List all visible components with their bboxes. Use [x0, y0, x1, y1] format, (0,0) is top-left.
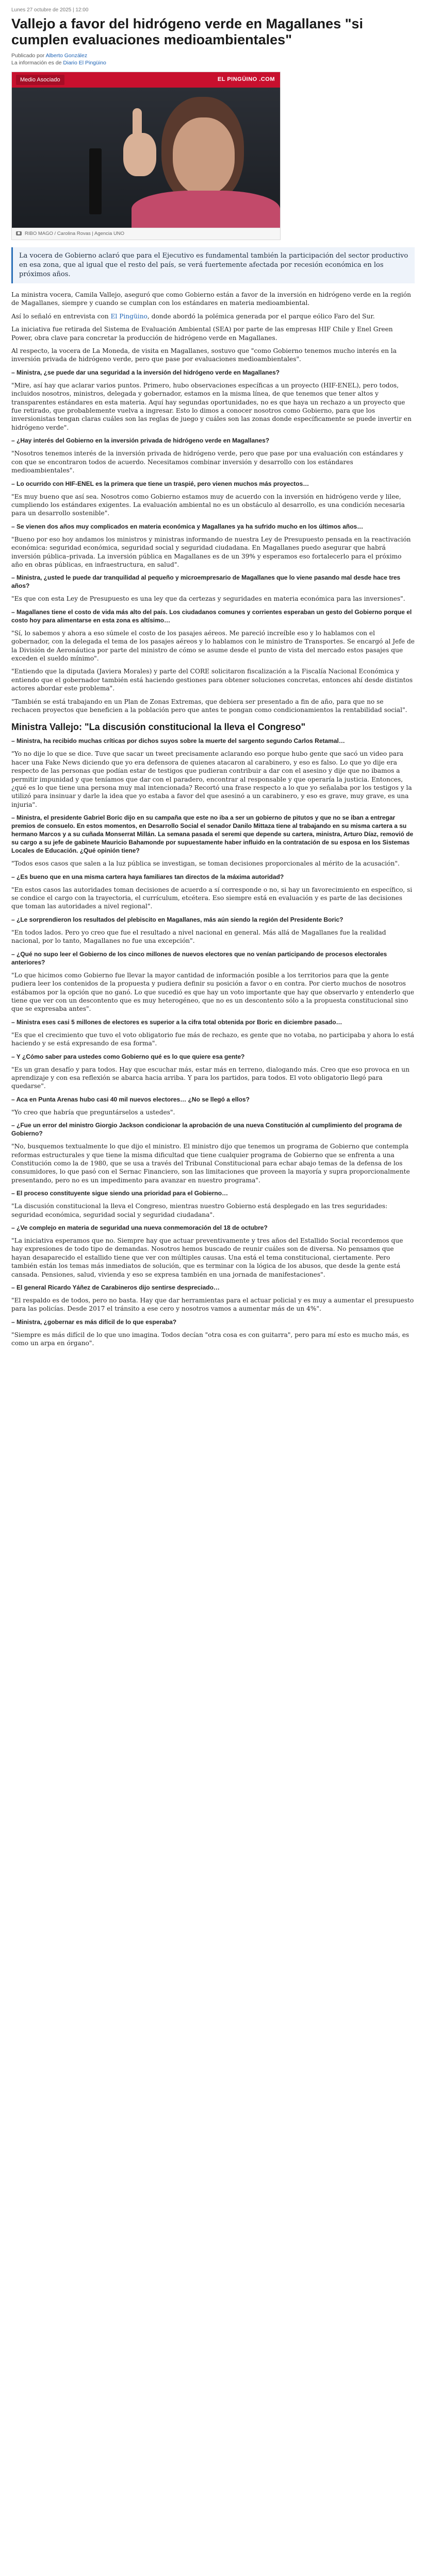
hand-shape [123, 133, 156, 176]
author-prefix: Publicado por [11, 53, 45, 59]
interview-question: – ¿Ve complejo en materia de seguridad una nueva conmemoración del 18 de octubre? [11, 1224, 268, 1231]
author-link[interactable]: Alberto González [45, 53, 88, 59]
torso-shape [132, 191, 280, 228]
interview-question: – Ministra, el presidente Gabriel Boric dijo en su campaña que este no iba a ser un gobierno de pitutos y que no se iban a entregar premios de consuelo. En estos momentos, en Desarrollo Social el senador Danilo Mittaza tiene al trabajando en su misma cartera a su hermano Marcos y a su cuñada Monserrat Millán. La semana pasada el seremi que depende su cartera, ministra, Arturo Díaz, removió de su cargo a su jefe de gabinete Mauricio Bahamonde por supuestamente haber influido en la contratación de su esposa en los Sistemas Locales de Educación. ¿Qué opinión tiene? [11, 814, 414, 855]
source-line [11, 59, 415, 66]
interview-question: – ¿Le sorprendieron los resultados del plebiscito en Magallanes, más aún siendo la región del Presidente Boric? [11, 916, 343, 923]
source-prefix: La información es de [11, 60, 62, 66]
article-date: Lunes 27 octubre de 2025 | 12:00 [11, 7, 89, 13]
microphone-shape [89, 148, 102, 214]
body-paragraph: "Todos esos casos que salen a la luz pública se investigan, se toman decisiones proporcionales al mérito de la acusación". [11, 860, 400, 868]
interview-question: – El proceso constituyente sigue siendo una prioridad para el Gobierno… [11, 1190, 228, 1197]
source-link[interactable]: Diario El Pingüino [63, 60, 106, 66]
associated-media-button[interactable]: Medio Asociado [16, 75, 64, 85]
body-paragraph: La ministra vocera, Camila Vallejo, aseguró que como Gobierno están a favor de la inversión en hidrógeno verde en la región de Magallanes, siempre y cuando se cumplan con los estándares en materia medioambiental. [11, 291, 411, 307]
interview-question: – Lo ocurrido con HIF-ENEL es la primera que tiene un traspié, pero vienen muchos más proyectos… [11, 480, 309, 487]
article-title: Vallejo a favor del hidrógeno verde en Magallanes "si cumplen evaluaciones medioambientales" [11, 16, 364, 47]
interview-question: – Y ¿Cómo saber para ustedes como Gobierno qué es lo que quiere esa gente? [11, 1053, 245, 1060]
body-paragraph: "Es un gran desafío y para todos. Hay que escuchar más, estar más en terreno, dialogando más. Creo que eso provoca en un aprendizaje y con esa reflexión se abarca hacia arriba. Y para los partidos, para todos. El voto obligatorio llegó para quedarse". [11, 1065, 410, 1090]
camera-icon [16, 231, 22, 235]
interview-question: – ¿Qué no supo leer el Gobierno de los cinco millones de nuevos electores que no venían participando de procesos electorales anteriores? [11, 950, 387, 966]
body-paragraph: La iniciativa fue retirada del Sistema de Evaluación Ambiental (SEA) por parte de las empresas HIF Chile y Enel Green Power, obra clave para concretar la producción de hidrógeno verde en Magallanes. [11, 326, 393, 342]
caption-text: RIBO MAGO / Carolina Rovas | Agencia UNO [25, 231, 125, 236]
body-paragraph: "El respaldo es de todos, pero no basta. Hay que dar herramientas para el actuar policial y es muy a aumentar el presupuesto para las policías. Desde 2017 el tránsito a ese cero y nosotros vamos a aumentar más de un 4%". [11, 1297, 414, 1313]
body-paragraph: "Entiendo que la diputada (Javiera Morales) y parte del CORE solicitaron fiscalización a la Fiscalía Nacional Económica y entiendo que el gobernador también está haciendo gestiones para obtener soluciones concretas, entonces ahí desde distintos actores abordar este problema". [11, 668, 413, 692]
section-heading: Ministra Vallejo: "La discusión constitucional la lleva el Congreso" [11, 722, 306, 733]
interview-question: – Ministra, ¿gobernar es más difícil de lo que esperaba? [11, 1318, 177, 1326]
body-paragraph: "La discusión constitucional la lleva el Congreso, mientras nuestro Gobierno está desplegado en las tres seguridades: seguridad económica, seguridad social y seguridad ciudadana". [11, 1202, 388, 1218]
interview-question: – ¿Es bueno que en una misma cartera haya familiares tan directos de la máxima autoridad? [11, 873, 284, 880]
body-paragraph: "Yo creo que habría que preguntárselos a ustedes". [11, 1108, 175, 1116]
body-paragraph: "Mire, así hay que aclarar varios puntos. Primero, hubo observaciones específicas a un proyecto (HIF-ENEL), pero todos, incluidos nosotros, ministros, delegada y gobernador, estamos en la misma línea, de que tenemos que tener altos y transparentes estándares en esta materia. Aquí hay segundas oportunidades, no es que haya un rechazo a un proyecto que fue retirado, que probablemente vuelva a ingresar. Esto lo dimos a conocer nosotros como Gobierno, para que los inversionistas tengan claras cuáles son las reglas de juego y cuáles son las zonas donde específicamente se puede invertir en hidrógeno verde". [11, 381, 412, 431]
author-line [11, 52, 415, 59]
interview-question: – ¿Hay interés del Gobierno en la inversión privada de hidrógeno verde en Magallanes? [11, 437, 270, 445]
body-paragraph: Al respecto, la vocera de La Moneda, de visita en Magallanes, sostuvo que "como Gobierno tenemos mucho interés en la inversión privada de hidrógeno verde, pero que pase por evaluaciones medioambientales". [11, 347, 397, 363]
interview-question: – El general Ricardo Yáñez de Carabineros dijo sentirse despreciado… [11, 1284, 220, 1292]
interview-question: – Ministra, ¿usted le puede dar tranquilidad al pequeño y microempresario de Magallanes que lo viene pasando mal desde hace tres años? [11, 574, 401, 590]
byline [11, 52, 415, 66]
body-paragraph: "Sí, lo sabemos y ahora a eso súmele el costo de los pasajes aéreos. Me pareció increíble eso y lo hablamos con el gobernador, con la delegada el tema de los pasajes aéreos y lo hablamos con le ministro de Transportes. Se encargó al Jefe de la División de Aeronáutica por parte del ministro de cómo se asume desde el punto de vista del mercado estos pasajes que exceden el sueldo mínimo". [11, 629, 415, 662]
inline-link[interactable]: El Pingüino [110, 312, 148, 320]
photo-caption [12, 228, 280, 240]
body-paragraph: "Es que con esta Ley de Presupuesto es una ley que da certezas y seguridades en materia económica para las inversiones". [11, 595, 405, 603]
article-photo [12, 88, 280, 228]
face-shape [173, 117, 235, 195]
interview-question: – Magallanes tiene el costo de vida más alto del país. Los ciudadanos comunes y corrientes esperaban un gesto del Gobierno porque el costo hoy para alimentarse en esta zona es altísimo… [11, 608, 412, 624]
body-paragraph: "Es muy bueno que así sea. Nosotros como Gobierno estamos muy de acuerdo con la inversión en hidrógeno verde y lilee, cumpliendo los estándares exigentes. La evaluación ambiental no es un obstáculo al desarrollo, es una condición necesaria para un desarrollo sostenible". [11, 493, 405, 517]
body-paragraph: "Bueno por eso hoy andamos los ministros y ministras informando de nuestra Ley de Presupuesto pensada en la reactivación económica: seguridad económica, seguridad social y seguridad ciudadana. En Magallanes puedo asegurar que habrá inversión pública–privada. La inversión pública en Magallanes es de un 39% y esperamos eso fortalecerlo para el próximo año en obras públicas, en infraestructura, en salud". [11, 535, 411, 568]
media-card [11, 72, 281, 240]
interview-question: – Ministra, ha recibido muchas críticas por dichos suyos sobre la muerte del sargento segundo Carlos Retamal… [11, 737, 345, 745]
body-paragraph: "No, busquemos textualmente lo que dijo el ministro. El ministro dijo que tenemos un programa de Gobierno que contempla reformas estructurales y que tiene la misma dificultad que tiene cualquier programa de Gobierno que se enfrenta a una Constitución como la de 1980, que se usa a través del Tribunal Constitucional para echar abajo temas de la defensa de los consumidores, lo que pasó con el Sernac Financiero, son las limitaciones que proveen la mayoría y supra proporcionalmente presentando, pero no es un impedimento para avanzar en nuestro programa". [11, 1143, 410, 1184]
body-paragraph: "Es que el crecimiento que tuvo el voto obligatorio fue más de rechazo, es gente que no votaba, no participaba y ahora lo está haciendo y se está expresando de esa forma". [11, 1031, 414, 1047]
body-paragraph: "Lo que hicimos como Gobierno fue llevar la mayor cantidad de información posible a los territorios para que la gente pudiera leer los contenidos de la propuesta y pudiera definir su posición a favor o en contra. Por cierto muchos de nosotros estábamos por la opción que no ganó. Lo que sucedió es que hay un voto importante que hay que observarlo y entenderlo que tiene que ver con un descontento que es muy heterogéneo, que no es un descontento sólo a la propuesta constitucional sino que se expresaba antes". [11, 971, 414, 1013]
media-bar [12, 72, 280, 88]
article-body [11, 291, 415, 1348]
body-paragraph: "La iniciativa esperamos que no. Siempre hay que actuar preventivamente y tres años del Estallido Social recordemos que hay expresiones de todo tipo de demandas. Nosotros hemos buscado de reunir cuáles son de diversa. No pensamos que hayan desaparecido el estallido tiene que ver con múltiples causas. Una está el tema constitucional, ciertamente. Pero también están los temas más inmediatos de solución, que es terminar con la lógica de los abusos, que desde la gente está cansada. Pensiones, salud, vivienda y eso se expresa también en una jornada de manifestaciones". [11, 1237, 403, 1278]
interview-question: – ¿Fue un error del ministro Giorgio Jackson condicionar la aprobación de una nueva Constitución al cumplimiento del programa de Gobierno? [11, 1122, 402, 1138]
lead-paragraph: La vocera de Gobierno aclaró que para el Ejecutivo es fundamental también la participación del sector productivo en esa zona, que al igual que el resto del país, se verá fuertemente afectada por recesión económica en los próximos años. [11, 247, 415, 283]
el-pinguino-logo[interactable]: EL PINGÜINO .COM [217, 76, 275, 82]
interview-question: – Aca en Punta Arenas hubo casi 40 mil nuevos electores… ¿No se llegó a ellos? [11, 1095, 250, 1103]
body-paragraph: Así lo señaló en entrevista con El Pingüino, donde abordó la polémica generada por el parque eólico Faro del Sur. [11, 312, 375, 320]
body-paragraph: "Yo no dije lo que se dice. Tuve que sacar un tweet precisamente aclarando eso porque hubo gente que sacó un video para hacer una Fake News diciendo que yo era defensora de quienes atacaron al carabinero, y eso es falso. Lo que yo dije era respecto de las personas que podían estar de testigos que pudieran contribuir a dar con el asesino y dije que no ibamos a permitir impunidad y que teníamos que dar con el paradero, encontrar al responsable y que operaría la justicia. Entonces, ¿qué es lo que tiene una persona muy mal intencionada? Recortó una frase respecto a lo que yo señalaba por los testigos y la utilizó para insinuar y darle la idea que yo estaba a favor del que asesinó a un carabinero, y eso es grave, muy grave, es una injuria". [11, 750, 412, 808]
body-paragraph: "En estos casos las autoridades toman decisiones de acuerdo a sí corresponde o no, si hay un favorecimiento en específico, si se condice el cargo con la trayectoria, el currículum, etcétera. Eso siempre está en evaluación y es parte de las decisiones que toman las autoridades a nivel regional". [11, 886, 413, 910]
interview-question: – Ministra eses casi 5 millones de electores es superior a la cifra total obtenida por Boric en diciembre pasado… [11, 1018, 342, 1026]
interview-question: – Ministra, ¿se puede dar una seguridad a la inversión del hidrógeno verde en Magallanes? [11, 368, 280, 376]
body-paragraph: "También se está trabajando en un Plan de Zonas Extremas, que debiera ser presentado a fin de año, para que no se rechacen proyectos que beneficien a la población pero que antes te pongan como condicionamientos la rentabilidad social". [11, 698, 407, 714]
body-paragraph: "Nosotros tenemos interés de la inversión privada de hidrógeno verde, pero que pase por una evaluación con estándares y con que se encontraron todos de acuerdo. Necesitamos combinar inversión y desarrollo con los estándares medioambientales". [11, 450, 403, 474]
body-paragraph: "Siempre es más difícil de lo que uno imagina. Todos decían "otra cosa es con guitarra", pero para mí esto es mucho más, es como un arpa en órgano". [11, 1331, 409, 1347]
interview-question: – Se vienen dos años muy complicados en materia económica y Magallanes ya ha sufrido mucho en los últimos años… [11, 522, 364, 530]
body-paragraph: "En todos lados. Pero yo creo que fue el resultado a nivel nacional en general. Más allá de Magallanes fue la realidad nacional, por lo tanto, Magallanes no fue una excepción". [11, 928, 386, 945]
